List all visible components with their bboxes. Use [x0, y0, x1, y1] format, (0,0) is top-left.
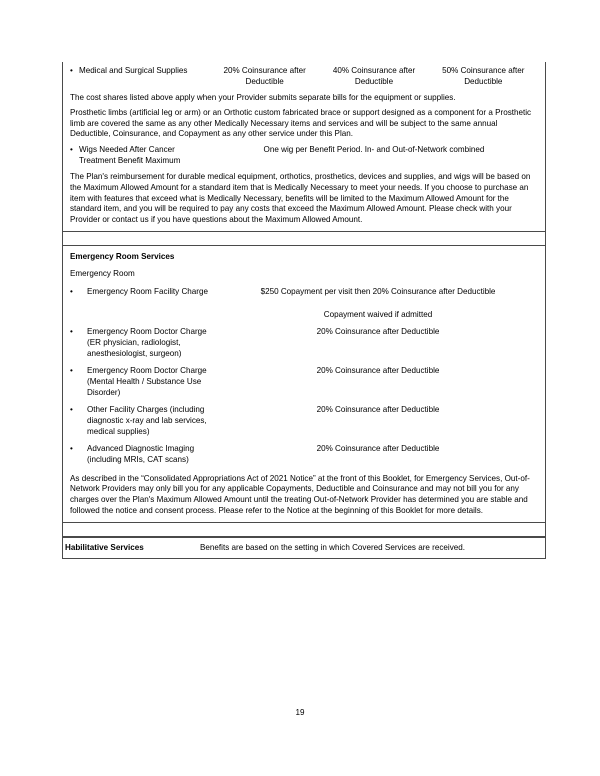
note-consolidated-appropriations-act: As described in the “Consolidated Appropriations Act of 2021 Notice” at the front of this Booklet, for Emergency Services, Out-of-Network Providers may only bill you for any applicable Copayments, Deductible and Coinsurance and may not bill you for any charges over the Plan's Maximum Allowed Amount until the treating Out-of-Network Provider has determined you are stable and followed the notice and consent process. Please refer to the Notice at the beginning of this Booklet for more details. [70, 473, 530, 515]
row-label-cell [70, 405, 218, 437]
section-title: Emergency Room Services [70, 251, 175, 261]
bullet-icon: • [70, 444, 73, 454]
table-row [68, 320, 540, 359]
row-value-cell: 20% Coinsurance after Deductible [316, 444, 440, 454]
row-label-text: Emergency Room Facility Charge [87, 287, 208, 297]
row-label-cell [70, 366, 218, 398]
section-spacer-row [63, 522, 545, 537]
row-label-text: Wigs Needed After Cancer Treatment Benefit Maximum [79, 145, 181, 165]
row-value-secondary: Copayment waived if admitted [323, 309, 433, 319]
habilitative-services-row [63, 537, 545, 560]
note-cost-shares: The cost shares listed above apply when your Provider submits separate bills for the equipment or supplies. [70, 93, 456, 103]
section-subtitle: Emergency Room [70, 269, 135, 279]
note-maximum-allowed-amount: The Plan's reimbursement for durable medical equipment, orthotics, prosthetics, devices and supplies, and wigs will be based on the Maximum Allowed Amount for a standard item that is Medically Necessary to meet your needs. If you choose to purchase an item with features that exceed what is Medically Necessary, benefits will be limited to the Maximum Allowed Amount for the standard item, and you will be required to pay any costs that exceed the Maximum Allowed Amount. Please check with your Provider or contact us if you have questions about the Maximum Allowed Amount. [70, 172, 531, 225]
row-value-tier3: 50% Coinsurance after Deductible [442, 66, 525, 86]
benefits-table [62, 62, 546, 559]
row-label-text: Emergency Room Doctor Charge (Mental Health / Substance Use Disorder) [87, 366, 207, 397]
row-value-combined: One wig per Benefit Period. In- and Out-of-Network combined [263, 145, 485, 155]
row-label-cell [70, 327, 218, 359]
bullet-icon: • [70, 366, 73, 376]
table-row [68, 280, 540, 320]
row-label-cell [70, 145, 210, 166]
row-label-text: Emergency Room Doctor Charge (ER physician, radiologist, anesthesiologist, surgeon) [87, 327, 207, 358]
row-value-tier1: 20% Coinsurance after Deductible [223, 66, 306, 86]
row-label-cell [70, 66, 210, 77]
emergency-room-services-section [63, 246, 545, 522]
row-label-text: Medical and Surgical Supplies [79, 66, 188, 75]
row-label-text: Other Facility Charges (including diagnostic x-ray and lab services, medical supplies) [87, 405, 207, 436]
table-row [68, 62, 540, 89]
section-spacer-row [63, 231, 545, 246]
row-label-text: Habilitative Services [65, 542, 144, 552]
bullet-icon: • [70, 327, 73, 337]
row-value-primary: $250 Copayment per visit then 20% Coinsurance after Deductible [260, 287, 496, 297]
table-row [68, 437, 540, 465]
page-number: 19 [295, 708, 305, 717]
row-label-cell [70, 444, 218, 465]
row-label-text: Advanced Diagnostic Imaging (including MRIs, CAT scans) [87, 444, 195, 465]
row-value-cell [218, 287, 538, 320]
bullet-icon: • [70, 405, 73, 415]
bullet-icon: • [70, 287, 73, 297]
row-value-cell: 20% Coinsurance after Deductible [316, 366, 440, 376]
table-row [68, 140, 540, 168]
bullet-icon: • [70, 145, 73, 155]
row-value-tier2: 40% Coinsurance after Deductible [332, 66, 416, 86]
table-row [68, 359, 540, 398]
dme-section [63, 62, 545, 231]
row-value-cell: Benefits are based on the setting in which Covered Services are received. [200, 542, 465, 552]
row-value-cell: 20% Coinsurance after Deductible [316, 327, 440, 337]
note-prosthetic-limbs: Prosthetic limbs (artificial leg or arm) or an Orthotic custom fabricated brace or support designed as a component for a Prosthetic limb are covered the same as any other Medically Necessary items and services and will be subject to the same annual Deductible, Coinsurance, and Copayment as any other service under this Plan. [70, 108, 532, 139]
row-value-cell: 20% Coinsurance after Deductible [316, 405, 440, 415]
bullet-icon: • [70, 66, 73, 75]
table-row [68, 398, 540, 437]
row-label-cell [70, 287, 218, 298]
